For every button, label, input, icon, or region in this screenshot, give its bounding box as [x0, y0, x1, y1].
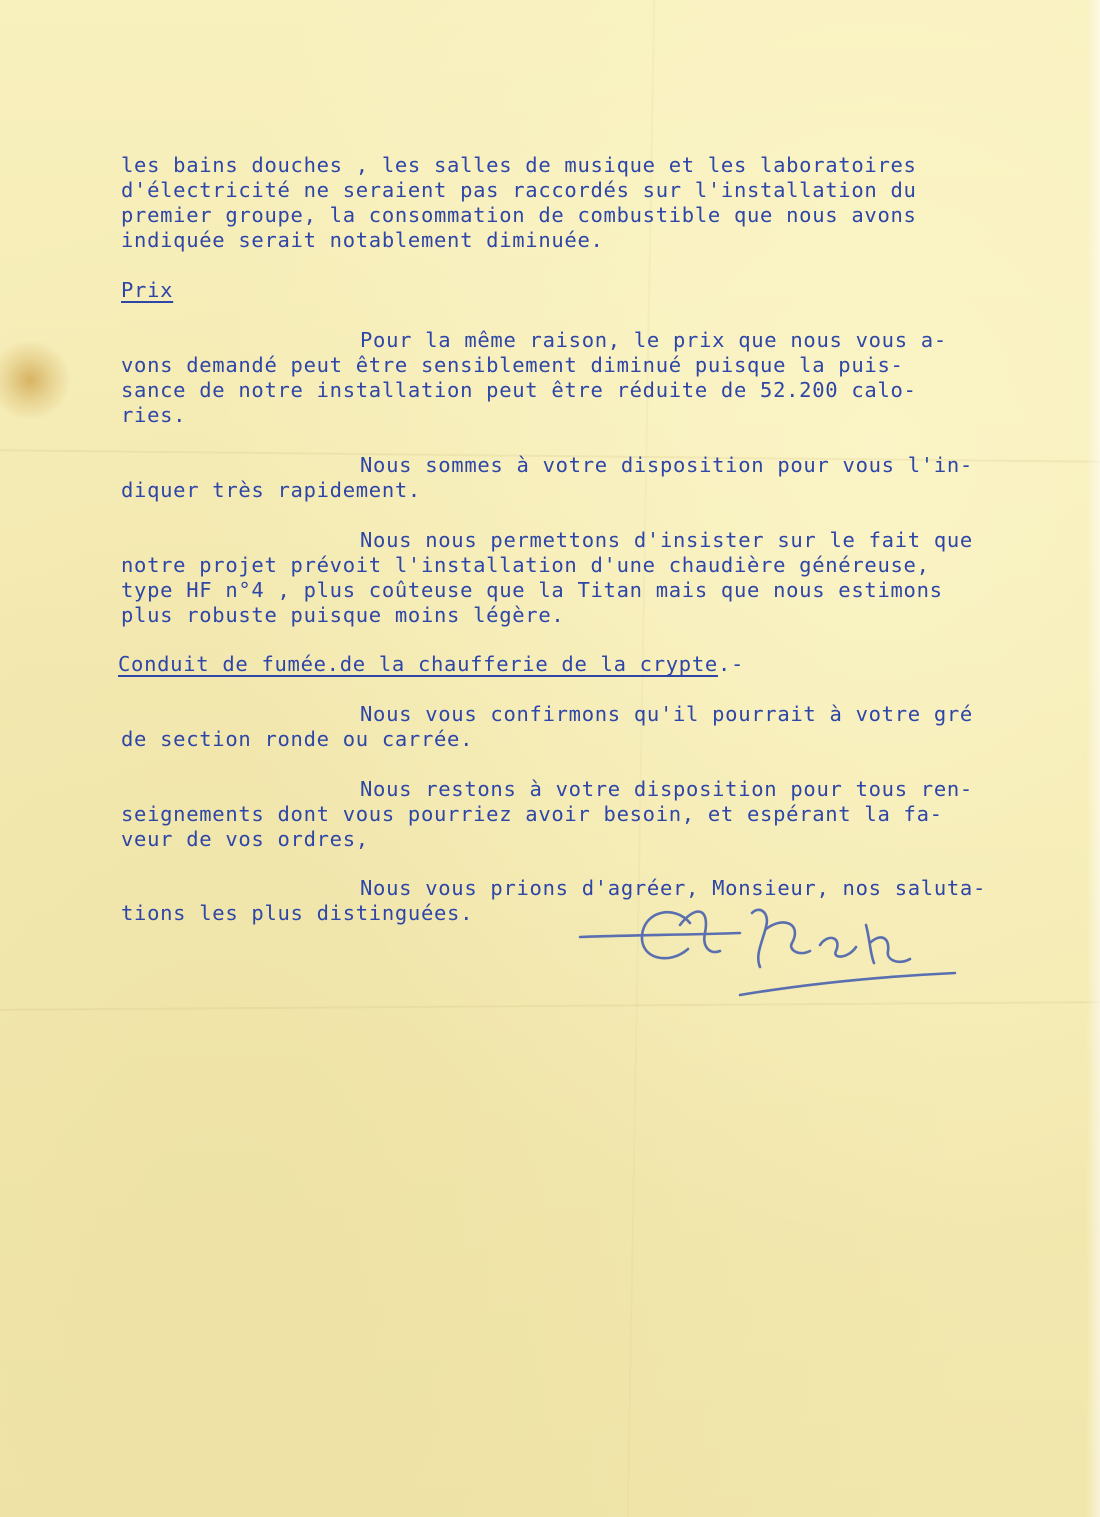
paragraph-line: Nous sommes à votre disposition pour vous l'in- — [360, 453, 973, 477]
paragraph-line: veur de vos ordres, — [121, 827, 369, 851]
paragraph-line: premier groupe, la consommation de combustible que nous avons — [121, 203, 917, 227]
paragraph-line: diquer très rapidement. — [121, 478, 421, 502]
paper-stain — [0, 340, 70, 420]
paragraph-line: Pour la même raison, le prix que nous vous a- — [360, 328, 947, 352]
paragraph-line: d'électricité ne seraient pas raccordés sur l'installation du — [121, 178, 917, 202]
paragraph-line: de section ronde ou carrée. — [121, 727, 474, 751]
section-heading-conduit-suffix: .- — [717, 652, 745, 676]
paragraph-line: ries. — [121, 403, 187, 427]
handwritten-signature-icon — [570, 885, 970, 1015]
section-heading-conduit — [118, 652, 744, 677]
paragraph-line: Nous nous permettons d'insister sur le fait que — [360, 528, 973, 552]
paragraph-line: Nous vous prions d'agréer, Monsieur, nos saluta- — [360, 876, 987, 900]
paragraph-line: plus robuste puisque moins légère. — [121, 603, 565, 627]
paragraph-line: Nous vous confirmons qu'il pourrait à votre gré — [360, 702, 973, 726]
paragraph-line: les bains douches , les salles de musique et les laboratoires — [121, 153, 917, 177]
paragraph-line: sance de notre installation peut être réduite de 52.200 calo- — [121, 378, 917, 402]
paragraph-line: Nous restons à votre disposition pour tous ren- — [360, 777, 973, 801]
paragraph-line: notre projet prévoit l'installation d'une chaudière généreuse, — [121, 553, 930, 577]
paragraph-line: tions les plus distinguées. — [121, 901, 474, 925]
paragraph-line: indiquée serait notablement diminuée. — [121, 228, 604, 252]
paragraph-line: vons demandé peut être sensiblement diminué puisque la puis- — [121, 353, 904, 377]
paragraph-line: seignements dont vous pourriez avoir besoin, et espérant la fa- — [121, 802, 943, 826]
paper-edge — [1086, 0, 1100, 1517]
section-heading-conduit-text: Conduit de fumée.de la chaufferie de la crypte — [118, 652, 718, 676]
paragraph-line: type HF n°4 , plus coûteuse que la Titan mais que nous estimons — [121, 578, 943, 602]
section-heading-prix: Prix — [121, 278, 174, 302]
